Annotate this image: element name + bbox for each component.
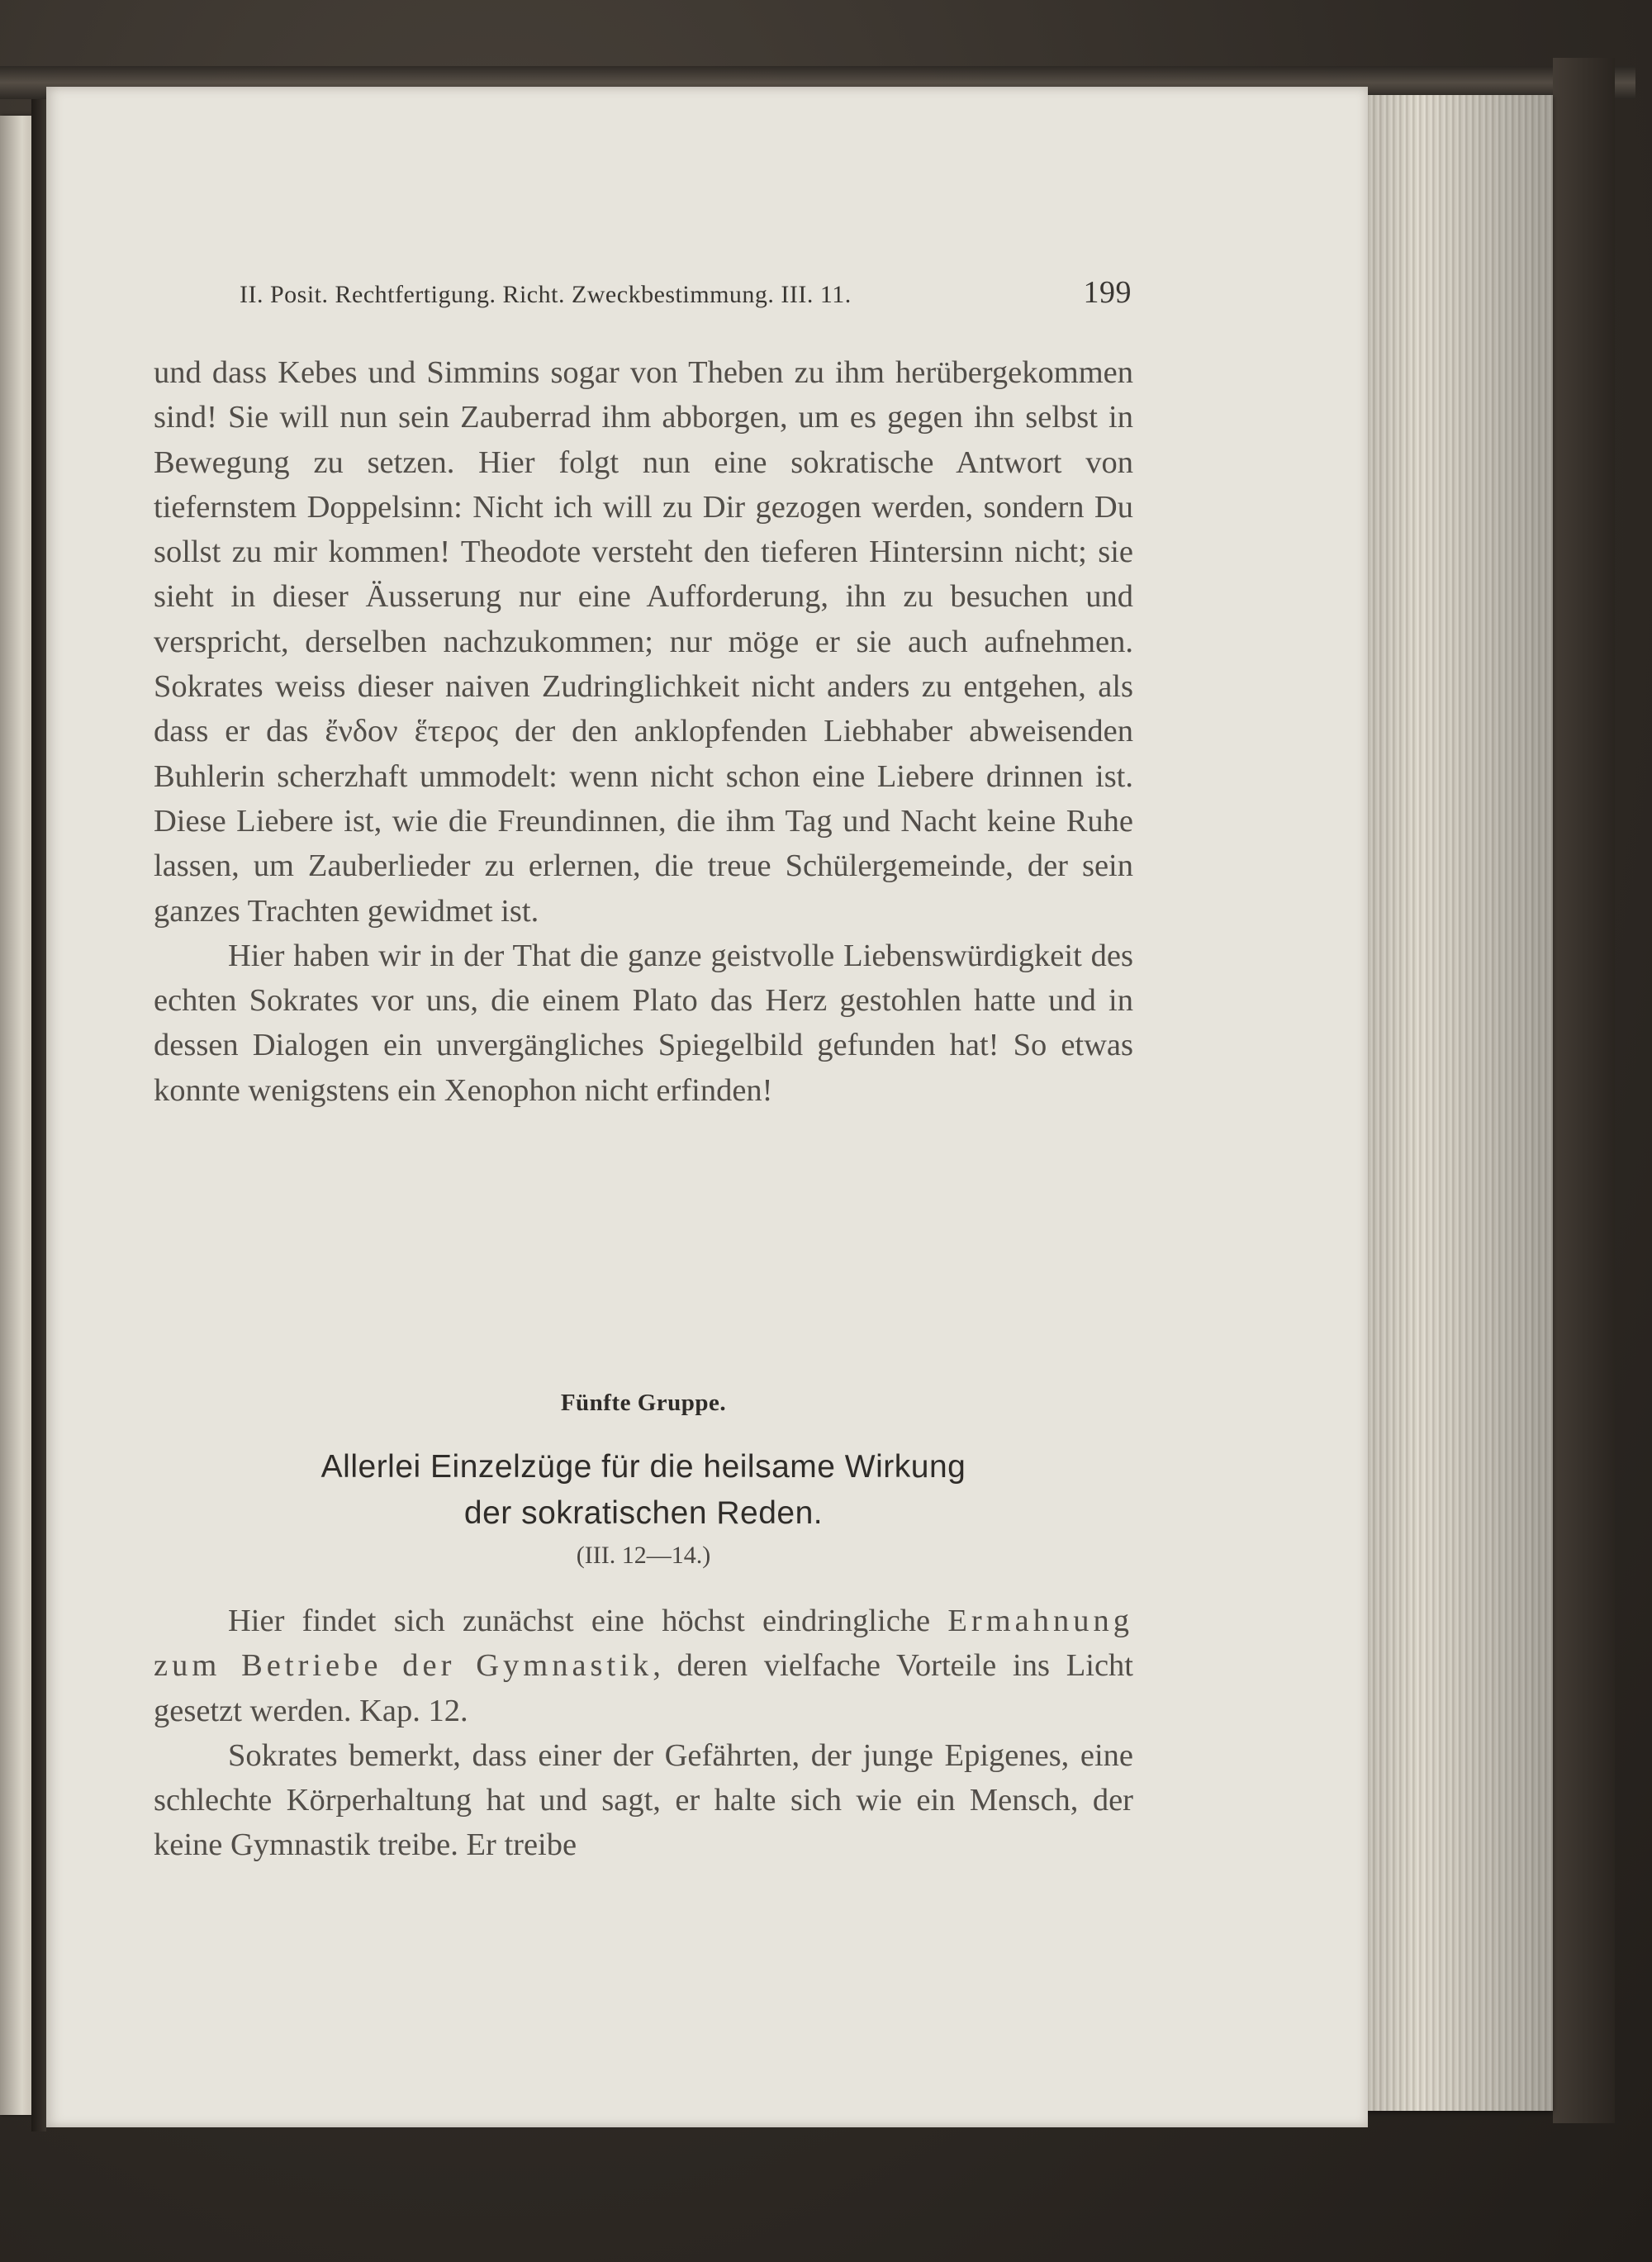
- paragraph-3-end: , deren vielfache Vorteile ins Licht gesetzt werden. Kap. 12.: [154, 1648, 1133, 1728]
- section-title-line-2: der sokratischen Reden.: [463, 1495, 824, 1531]
- previous-page-edge: [0, 116, 31, 2115]
- section-title: [154, 1444, 1133, 1537]
- body-text: [154, 350, 1133, 1113]
- section-title-line-1: Allerlei Einzelzüge für die heilsame Wirkung: [320, 1449, 966, 1485]
- running-head-text: II. Posit. Rechtfertigung. Richt. Zweckbestimmung. III. 11.: [240, 281, 852, 308]
- running-head: [240, 274, 1132, 316]
- group-label: Fünfte Gruppe.: [560, 1390, 727, 1416]
- page-number: 199: [1083, 275, 1132, 310]
- paragraph-2: Hier haben wir in der That die ganze geistvolle Liebenswürdigkeit des echten Sokrates vor uns, die einem Plato das Herz gestohlen hatte und in dessen Dialogen ein unvergängliches Spiegelbild gefunden hat! So etwas konnte wenigstens ein Xenophon nicht erfinden!: [154, 938, 1133, 1108]
- back-cover-edge: [1553, 58, 1615, 2123]
- paragraph-3-emphasis: Ermahnung zum Betriebe der Gymnastik: [154, 1604, 1133, 1684]
- section-subtitle: (III. 12—14.): [576, 1542, 711, 1569]
- paragraph-3-start: Hier findet sich zunächst eine höchst eindringliche: [228, 1604, 948, 1638]
- body-text-section: [154, 1599, 1133, 1868]
- paragraph-3: [154, 1599, 1133, 1733]
- book-gutter: [31, 99, 46, 2131]
- paragraph-4: Sokrates bemerkt, dass einer der Gefährten, der junge Epigenes, eine schlechte Körperhaltung hat und sagt, er halte sich wie ein Mensch, der keine Gymnastik treibe. Er treibe: [154, 1737, 1133, 1863]
- paragraph-1: und dass Kebes und Simmins sogar von Theben zu ihm herübergekommen sind! Sie will nun sein Zauberrad ihm abborgen, um es gegen ihn selbst in Bewegung zu setzen. Hier folgt nun eine sokratische Antwort von tiefernstem Doppelsinn: Nicht ich will zu Dir gezogen werden, sondern Du sollst zu mir kommen! Theodote versteht den tieferen Hintersinn nicht; sie sieht in dieser Äusserung nur eine Aufforderung, ihn zu besuchen und verspricht, derselben nachzukommen; nur möge er sie auch aufnehmen. Sokrates weiss dieser naiven Zudringlichkeit nicht anders zu entgehen, als dass er das ἔνδον ἕτερος der den anklopfenden Liebhaber abweisenden Buhlerin scherzhaft ummodelt: wenn nicht schon eine Liebere drinnen ist. Diese Liebere ist, wie die Freundinnen, die ihm Tag und Nacht keine Ruhe lassen, um Zauberlieder zu erlernen, die treue Schülergemeinde, der sein ganzes Trachten gewidmet ist.: [154, 355, 1133, 929]
- page-block-shade: [1363, 95, 1553, 2111]
